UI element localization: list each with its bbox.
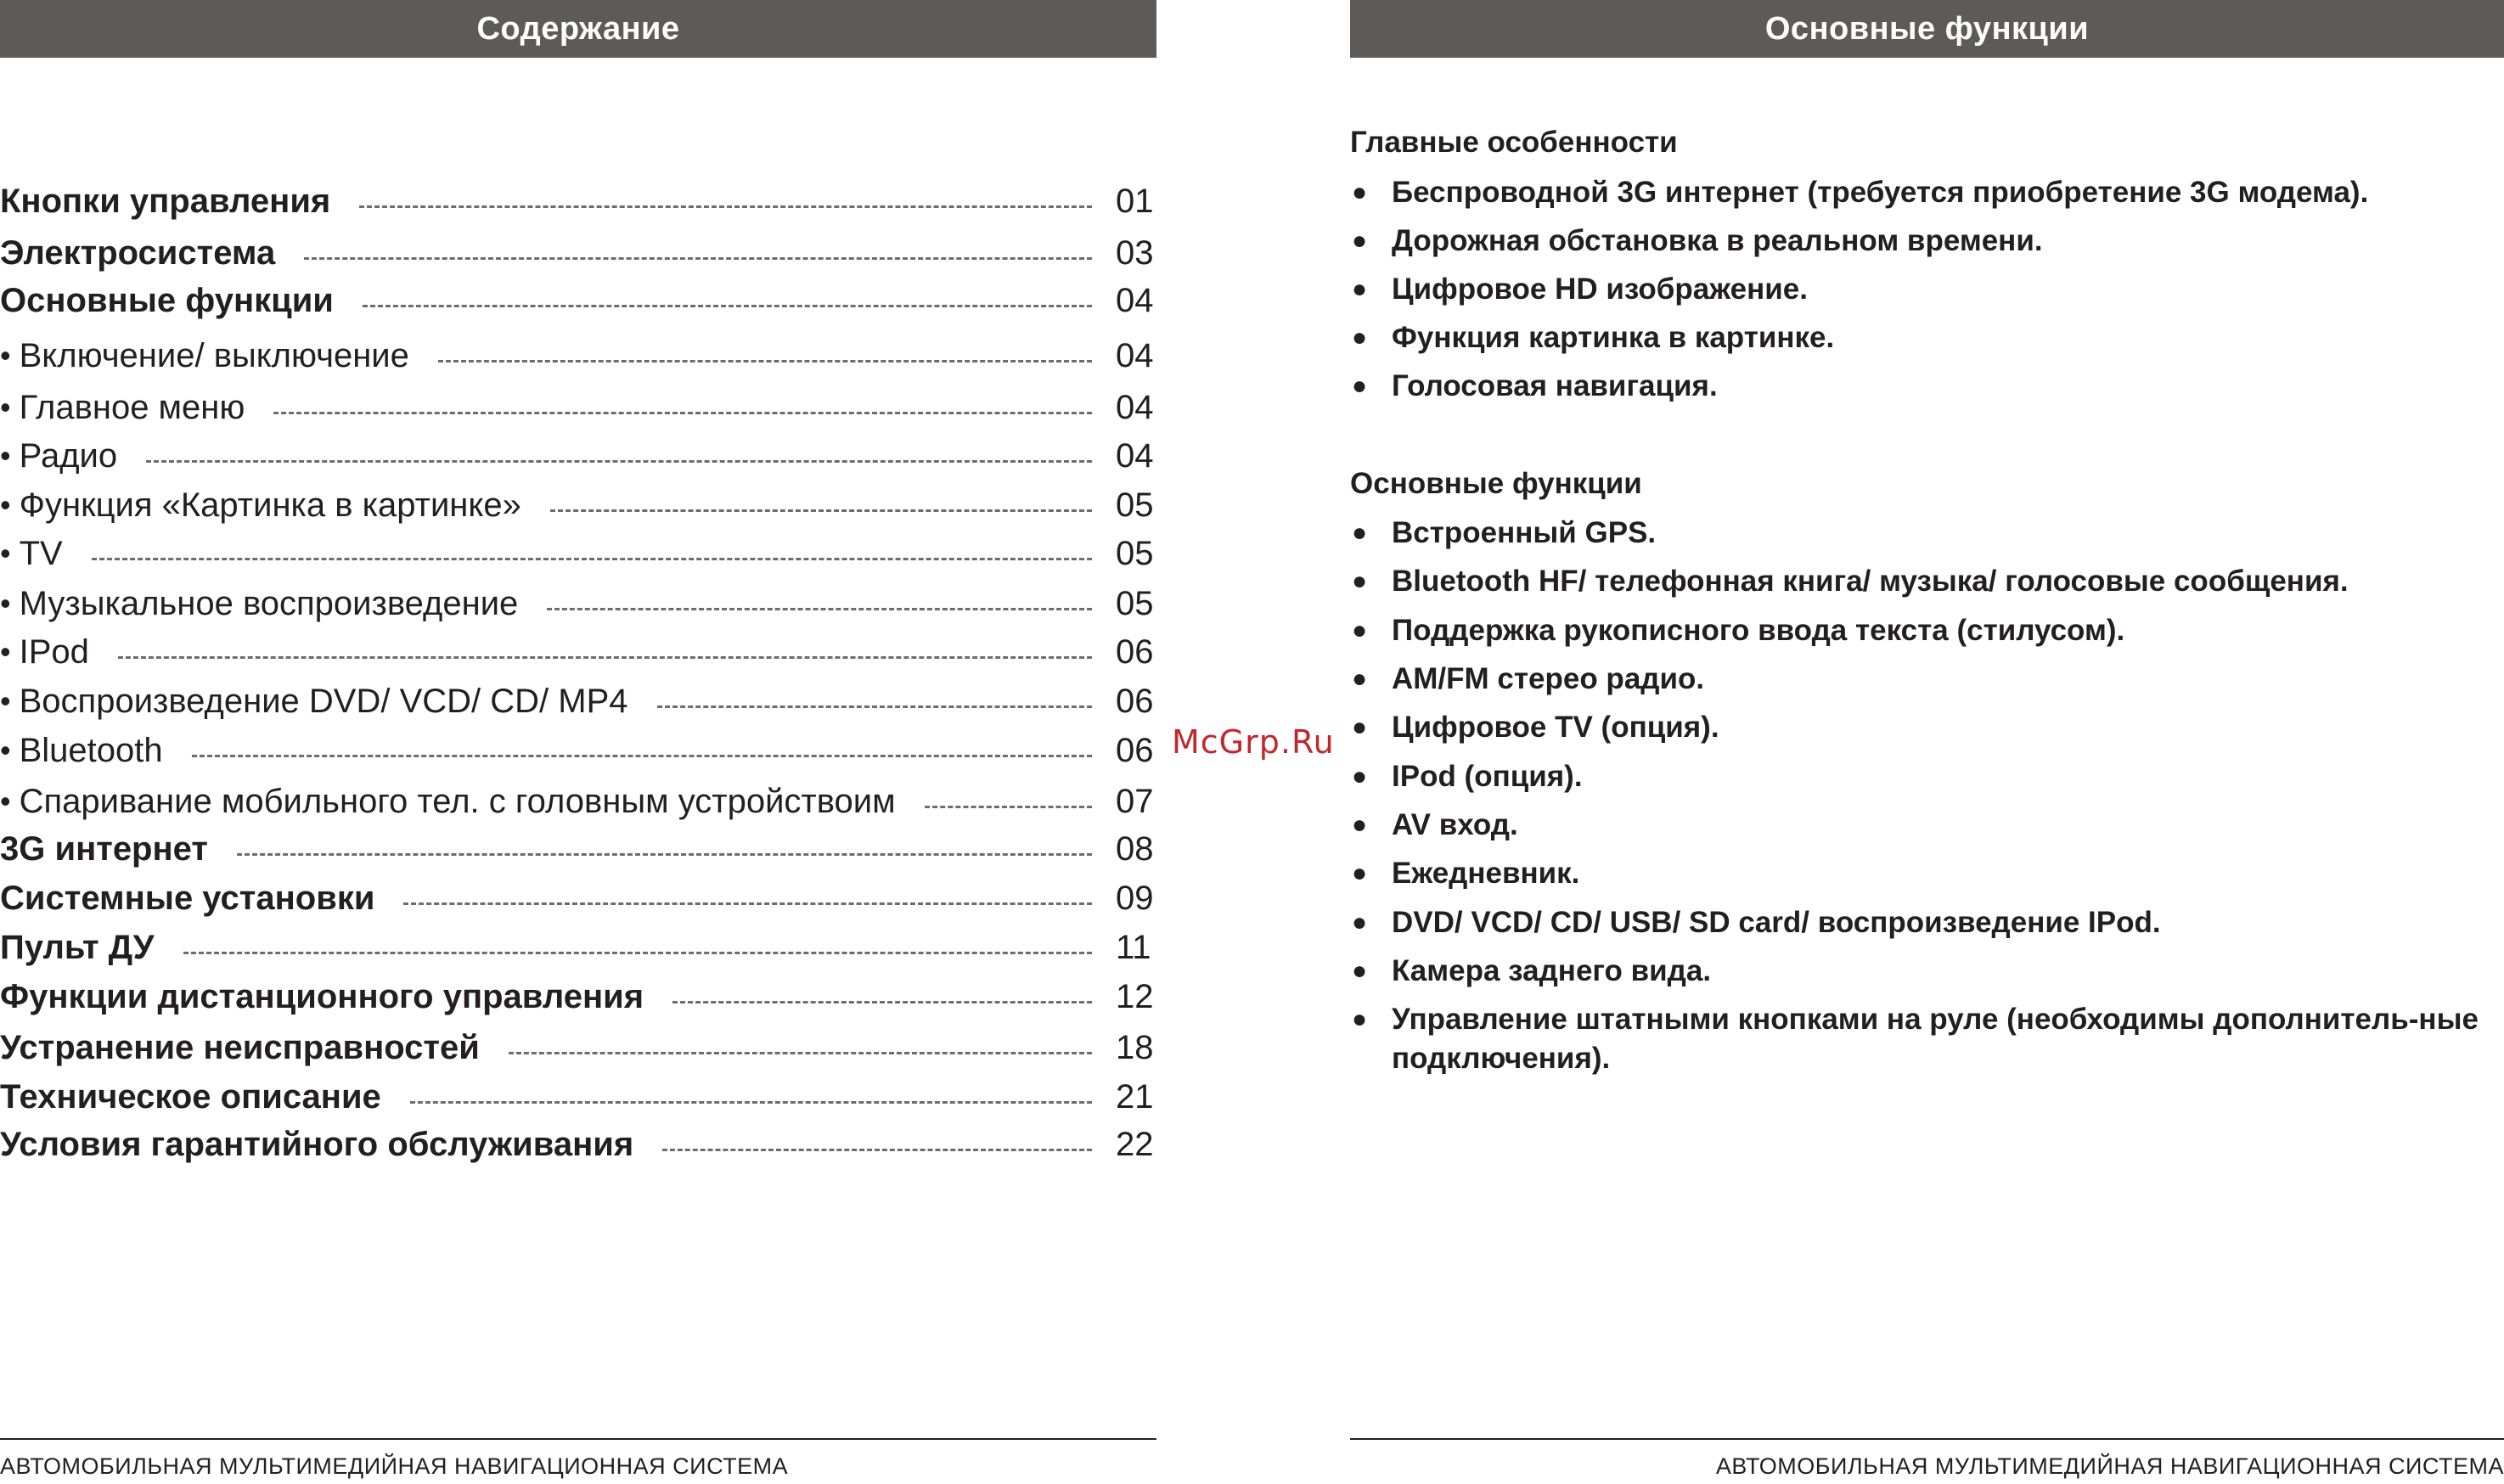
feature-item-text: Ежедневник. xyxy=(1392,857,1580,890)
feature-item-text: Беспроводной 3G интернет (требуется приобретение 3G модема). xyxy=(1392,176,2369,209)
dot-leader xyxy=(237,853,1092,856)
feature-item-text: Цифровое HD изображение. xyxy=(1392,273,1808,306)
feature-item-text: Камера заднего вида. xyxy=(1392,954,1712,987)
dot-leader xyxy=(672,1001,1092,1003)
feature-item-text: DVD/ VCD/ CD/ USB/ SD card/ воспроизведение IPod. xyxy=(1392,906,2161,939)
bullet-icon: • xyxy=(0,536,11,571)
footer-divider xyxy=(1350,1438,2504,1440)
dot-leader xyxy=(363,305,1092,307)
dot-leader xyxy=(403,902,1092,905)
feature-item-text: Bluetooth HF/ телефонная книга/ музыка/ голосовые сообщения. xyxy=(1392,565,2349,598)
feature-item xyxy=(1350,757,2504,796)
toc-entry-title: Основные функции xyxy=(0,281,334,319)
toc-entry xyxy=(0,582,1156,625)
toc-entry xyxy=(0,877,1156,919)
toc-entry-page: 11 xyxy=(1116,928,1151,966)
toc-entry-page: 06 xyxy=(1116,632,1154,671)
toc-entry-title: Условия гарантийного обслуживания xyxy=(0,1125,634,1163)
toc-entry-title: Электросистема xyxy=(0,233,276,272)
left-page xyxy=(0,0,1156,1484)
toc-entry-title: TV xyxy=(19,534,63,572)
contents-header: Содержание xyxy=(0,0,1156,58)
feature-item xyxy=(1350,270,2504,309)
feature-item-text: Дорожная обстановка в реальном времени. xyxy=(1392,224,2043,257)
feature-item xyxy=(1350,1000,2504,1078)
bullet-icon: ● xyxy=(1352,323,1368,351)
toc-entry-title: Системные установки xyxy=(0,879,375,917)
feature-item-text: Управление штатными кнопками на руле (необходимы дополнитель-ные подключения). xyxy=(1392,1003,2479,1075)
toc-entry-title: Главное меню xyxy=(19,388,245,426)
toc-entry-title: Функция «Картинка в картинке» xyxy=(19,486,521,524)
dot-leader xyxy=(273,412,1092,414)
bullet-icon: ● xyxy=(1352,372,1368,400)
feature-item xyxy=(1350,952,2504,991)
feature-item-text: AM/FM стерео радио. xyxy=(1392,662,1705,695)
bullet-icon: ● xyxy=(1352,227,1368,255)
dot-leader xyxy=(547,608,1092,610)
toc-entry-page: 21 xyxy=(1116,1077,1154,1116)
toc-entry xyxy=(0,680,1156,722)
toc-entry-title: Воспроизведение DVD/ VCD/ CD/ MP4 xyxy=(19,682,628,720)
toc-entry xyxy=(0,926,1156,969)
dot-leader xyxy=(509,1052,1092,1054)
toc-entry xyxy=(0,1123,1156,1166)
toc-entry-page: 05 xyxy=(1116,486,1154,524)
feature-item xyxy=(1350,318,2504,357)
feature-item xyxy=(1350,562,2504,601)
bullet-icon: ● xyxy=(1352,1005,1368,1033)
toc-entry xyxy=(0,780,1156,823)
toc-entry-title: Включение/ выключение xyxy=(19,336,409,374)
toc-entry-page: 05 xyxy=(1116,534,1154,572)
toc-entry-page: 18 xyxy=(1116,1028,1154,1066)
bullet-icon: • xyxy=(0,586,11,621)
dot-leader xyxy=(925,806,1092,808)
toc-entry-page: 06 xyxy=(1116,731,1154,769)
dot-leader xyxy=(662,1149,1092,1151)
bullet-icon: ● xyxy=(1352,519,1368,547)
feature-item-text: Голосовая навигация. xyxy=(1392,369,1718,402)
toc-entry xyxy=(0,180,1156,222)
feature-item xyxy=(1350,660,2504,699)
functions-header: Основные функции xyxy=(1350,0,2504,58)
main-features-heading: Главные особенности xyxy=(1350,126,1678,159)
bullet-icon: ● xyxy=(1352,178,1368,206)
toc-entry-title: Bluetooth xyxy=(19,731,163,769)
feature-item xyxy=(1350,611,2504,650)
feature-item xyxy=(1350,708,2504,747)
feature-item xyxy=(1350,806,2504,845)
dot-leader xyxy=(92,558,1092,560)
dot-leader xyxy=(192,755,1092,757)
toc-entry xyxy=(0,1026,1156,1069)
footer-divider xyxy=(0,1438,1156,1440)
toc-entry-title: Кнопки управления xyxy=(0,182,331,220)
toc-entry-title: IPod xyxy=(19,632,89,671)
bullet-icon: ● xyxy=(1352,908,1368,936)
toc-entry-page: 05 xyxy=(1116,584,1154,622)
toc-entry-page: 03 xyxy=(1116,233,1154,272)
toc-entry-title: 3G интернет xyxy=(0,829,208,868)
feature-item xyxy=(1350,903,2504,942)
feature-item-text: AV вход. xyxy=(1392,808,1518,841)
toc-entry xyxy=(0,435,1156,477)
dot-leader xyxy=(183,952,1092,954)
bullet-icon: • xyxy=(0,634,11,669)
toc-entry xyxy=(0,386,1156,429)
toc-entry-title: Устранение неисправностей xyxy=(0,1028,480,1066)
dot-leader xyxy=(438,360,1092,363)
feature-item xyxy=(1350,367,2504,406)
feature-item-text: Встроенный GPS. xyxy=(1392,516,1657,549)
toc-entry-page: 07 xyxy=(1116,782,1154,820)
right-footer: АВТОМОБИЛЬНАЯ МУЛЬТИМЕДИЙНАЯ НАВИГАЦИОННАЯ СИСТЕМА xyxy=(1715,1453,2504,1479)
toc-entry xyxy=(0,334,1156,377)
dot-leader xyxy=(550,509,1092,512)
feature-item xyxy=(1350,222,2504,261)
bullet-icon: • xyxy=(0,733,11,767)
feature-item xyxy=(1350,854,2504,893)
dot-leader xyxy=(359,205,1092,208)
toc-entry xyxy=(0,279,1156,322)
bullet-icon: ● xyxy=(1352,811,1368,839)
bullet-icon: • xyxy=(0,487,11,522)
bullet-icon: • xyxy=(0,683,11,718)
toc-entry xyxy=(0,729,1156,772)
bullet-icon: • xyxy=(0,438,11,473)
toc-entry xyxy=(0,975,1156,1018)
bullet-icon: ● xyxy=(1352,713,1368,741)
bullet-icon: ● xyxy=(1352,665,1368,693)
feature-item-text: Поддержка рукописного ввода текста (стилусом). xyxy=(1392,614,2125,647)
toc-entry-page: 06 xyxy=(1116,682,1154,720)
toc-entry-page: 04 xyxy=(1116,436,1154,475)
toc-entry-title: Радио xyxy=(19,436,118,475)
dot-leader xyxy=(410,1101,1092,1104)
bullet-icon: • xyxy=(0,784,11,818)
toc-entry xyxy=(0,631,1156,673)
feature-item-text: IPod (опция). xyxy=(1392,760,1583,793)
toc-entry-page: 08 xyxy=(1116,829,1154,868)
dot-leader xyxy=(657,705,1092,708)
feature-item-text: Цифровое TV (опция). xyxy=(1392,711,1719,744)
feature-item-text: Функция картинка в картинке. xyxy=(1392,321,1835,354)
right-page xyxy=(1350,0,2504,1484)
toc-entry-title: Техническое описание xyxy=(0,1077,381,1116)
toc-entry-page: 12 xyxy=(1116,977,1154,1015)
feature-item xyxy=(1350,173,2504,212)
toc-entry xyxy=(0,532,1156,575)
dot-leader xyxy=(304,257,1092,260)
bullet-icon: • xyxy=(0,390,11,424)
toc-entry-title: Функции дистанционного управления xyxy=(0,977,644,1015)
toc-entry xyxy=(0,1076,1156,1118)
toc-entry-page: 22 xyxy=(1116,1125,1154,1163)
toc-entry-title: Пульт ДУ xyxy=(0,928,155,966)
dot-leader xyxy=(146,460,1092,463)
bullet-icon: ● xyxy=(1352,957,1368,985)
basic-functions-heading: Основные функции xyxy=(1350,467,1642,500)
bullet-icon: ● xyxy=(1352,859,1368,887)
feature-item xyxy=(1350,514,2504,553)
bullet-icon: ● xyxy=(1352,762,1368,790)
toc-entry-page: 04 xyxy=(1116,281,1154,319)
bullet-icon: • xyxy=(0,338,11,373)
toc-entry-page: 09 xyxy=(1116,879,1154,917)
toc-entry xyxy=(0,828,1156,870)
toc-entry-page: 01 xyxy=(1116,182,1154,220)
bullet-icon: ● xyxy=(1352,616,1368,644)
toc-entry-title: Спаривание мобильного тел. с головным устройствоим xyxy=(19,782,896,820)
toc-entry-page: 04 xyxy=(1116,336,1154,374)
bullet-icon: ● xyxy=(1352,275,1368,303)
toc-entry-page: 04 xyxy=(1116,388,1154,426)
dot-leader xyxy=(118,656,1092,659)
bullet-icon: ● xyxy=(1352,567,1368,595)
watermark: McGrp.Ru xyxy=(1172,723,1335,761)
toc-entry xyxy=(0,484,1156,526)
left-footer: АВТОМОБИЛЬНАЯ МУЛЬТИМЕДИЙНАЯ НАВИГАЦИОННАЯ СИСТЕМА xyxy=(0,1453,789,1479)
toc-entry xyxy=(0,232,1156,274)
toc-entry-title: Музыкальное воспроизведение xyxy=(19,584,519,622)
